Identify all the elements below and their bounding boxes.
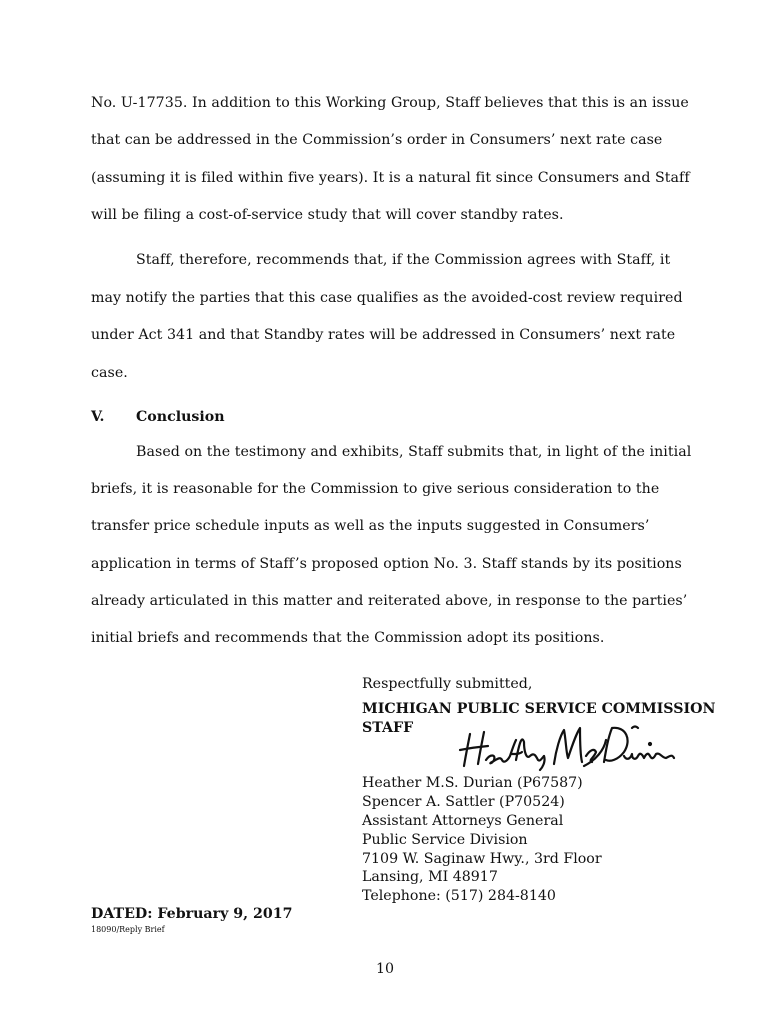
title-line: Assistant Attorneys General [362, 813, 564, 829]
attorney-line: Heather M.S. Durian (P67587) [362, 775, 583, 791]
paragraph-line: briefs, it is reasonable for the Commission to give serious consideration to the [91, 481, 660, 497]
closing-text: Respectfully submitted, [362, 676, 533, 692]
dated-line: DATED: February 9, 2017 [91, 906, 293, 922]
paragraph-line: under Act 341 and that Standby rates will be addressed in Consumers’ next rate [91, 327, 676, 343]
paragraph-line: will be filing a cost-of-service study that will cover standby rates. [91, 207, 564, 223]
paragraph-line: application in terms of Staff’s proposed option No. 3. Staff stands by its positions [91, 556, 682, 572]
document-reference: 18090/Reply Brief [91, 925, 165, 934]
city-line: Lansing, MI 48917 [362, 869, 498, 885]
attorney-line: Spencer A. Sattler (P70524) [362, 794, 565, 810]
paragraph-line: (assuming it is filed within five years). It is a natural fit since Consumers and Staff [91, 170, 690, 186]
telephone-line: Telephone: (517) 284-8140 [362, 888, 556, 904]
paragraph-line: No. U-17735. In addition to this Working Group, Staff believes that this is an issue [91, 95, 689, 111]
paragraph-line: Based on the testimony and exhibits, Staff submits that, in light of the initial [136, 444, 692, 460]
org-name-line2: STAFF [362, 720, 414, 736]
paragraph-line: Staff, therefore, recommends that, if the Commission agrees with Staff, it [136, 252, 671, 268]
paragraph-line: already articulated in this matter and reiterated above, in response to the parties’ [91, 593, 688, 609]
paragraph-line: initial briefs and recommends that the Commission adopt its positions. [91, 630, 605, 646]
paragraph-line: case. [91, 365, 128, 381]
division-line: Public Service Division [362, 832, 528, 848]
paragraph-line: may notify the parties that this case qualifies as the avoided-cost review required [91, 290, 683, 306]
paragraph-line: that can be addressed in the Commission’s order in Consumers’ next rate case [91, 132, 663, 148]
paragraph-line: transfer price schedule inputs as well as the inputs suggested in Consumers’ [91, 518, 650, 534]
address-line: 7109 W. Saginaw Hwy., 3rd Floor [362, 851, 602, 867]
handwritten-signature [456, 720, 678, 774]
section-number: V. [91, 409, 105, 425]
section-title: Conclusion [136, 409, 225, 425]
page-number: 10 [375, 961, 395, 977]
org-name-line1: MICHIGAN PUBLIC SERVICE COMMISSION [362, 701, 716, 717]
